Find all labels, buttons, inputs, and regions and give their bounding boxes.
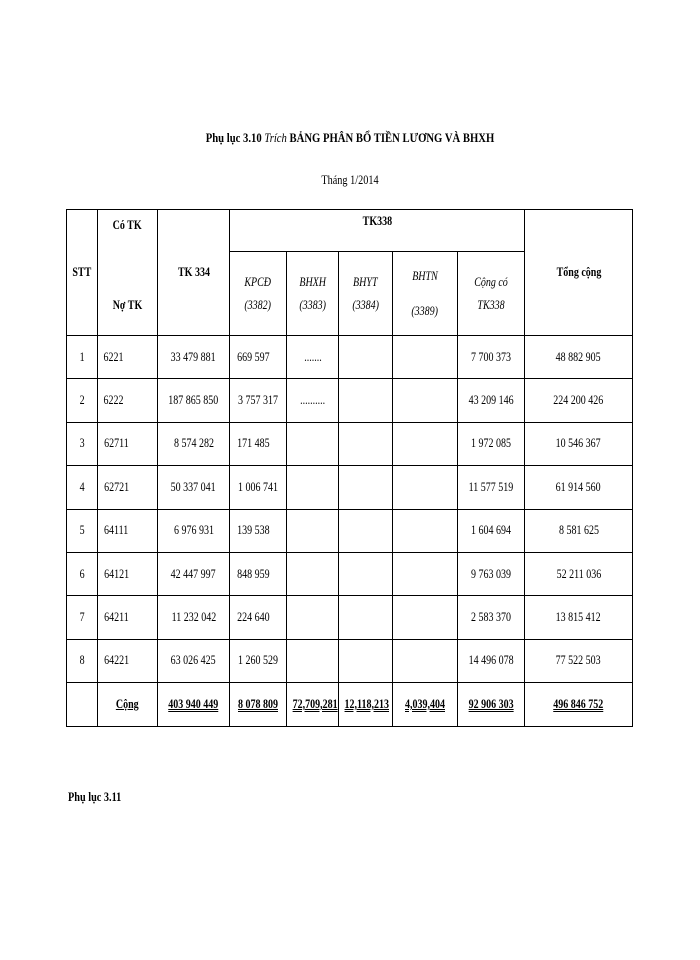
- cell-bhtn: [393, 552, 458, 595]
- cell-cong-co: 1 604 694: [458, 509, 525, 552]
- cell-account: 64211: [98, 596, 158, 639]
- cell-cong-co: 11 577 519: [458, 466, 525, 509]
- total-bhyt: 12,118,213: [339, 683, 393, 727]
- cell-bhxh: .......: [287, 336, 339, 379]
- header-tk338: TK338: [230, 210, 525, 252]
- cell-stt: 1: [67, 336, 98, 379]
- cell-stt: 6: [67, 552, 98, 595]
- cell-bhxh: [287, 596, 339, 639]
- cell-bhyt: [339, 596, 393, 639]
- cell-stt: 5: [67, 509, 98, 552]
- cell-bhxh: ..........: [287, 379, 339, 422]
- total-row: [67, 683, 633, 727]
- cell-kpcd: 1 260 529: [230, 639, 287, 682]
- cell-account: 62721: [98, 466, 158, 509]
- table-row: [67, 596, 633, 639]
- header-co-tk: Có TK: [113, 218, 142, 232]
- cell-total: 13 815 412: [525, 596, 633, 639]
- header-bhtn: BHTN (3389): [393, 252, 458, 336]
- cell-bhxh: [287, 422, 339, 465]
- cell-cong-co: 2 583 370: [458, 596, 525, 639]
- header-account: [98, 210, 158, 336]
- table-row: [67, 639, 633, 682]
- title-italic: Trích: [264, 130, 287, 145]
- cell-account: 64121: [98, 552, 158, 595]
- total-kpcd: 8 078 809: [230, 683, 287, 727]
- cell-bhxh: [287, 639, 339, 682]
- cell-total: 77 522 503: [525, 639, 633, 682]
- cell-total: 224 200 426: [525, 379, 633, 422]
- document-title: [63, 130, 637, 146]
- cell-stt: 7: [67, 596, 98, 639]
- cell-cong-co: 7 700 373: [458, 336, 525, 379]
- total-bhxh: 72,709,281: [287, 683, 339, 727]
- header-bhyt: BHYT (3384): [339, 252, 393, 336]
- cell-kpcd: 224 640: [230, 596, 287, 639]
- cell-cong-co: 1 972 085: [458, 422, 525, 465]
- total-cong-co: 92 906 303: [458, 683, 525, 727]
- cell-bhtn: [393, 336, 458, 379]
- cell-tk334: 6 976 931: [158, 509, 230, 552]
- cell-cong-co: 14 496 078: [458, 639, 525, 682]
- cell-kpcd: 3 757 317: [230, 379, 287, 422]
- cell-tk334: 8 574 282: [158, 422, 230, 465]
- header-kpcd: KPCĐ (3382): [230, 252, 287, 336]
- cell-account: 6221: [98, 336, 158, 379]
- table-row: [67, 466, 633, 509]
- cell-stt: 8: [67, 639, 98, 682]
- table-row: [67, 422, 633, 465]
- cell-bhtn: [393, 379, 458, 422]
- cell-tk334: 42 447 997: [158, 552, 230, 595]
- cell-account: 62711: [98, 422, 158, 465]
- total-tk334: 403 940 449: [158, 683, 230, 727]
- cell-account: 64221: [98, 639, 158, 682]
- cell-stt: 2: [67, 379, 98, 422]
- cell-bhyt: [339, 509, 393, 552]
- cell-bhyt: [339, 466, 393, 509]
- table-row: [67, 379, 633, 422]
- cell-bhyt: [339, 552, 393, 595]
- cell-account: 64111: [98, 509, 158, 552]
- cell-bhtn: [393, 422, 458, 465]
- cell-kpcd: 848 959: [230, 552, 287, 595]
- cell-kpcd: 139 538: [230, 509, 287, 552]
- cell-tk334: 187 865 850: [158, 379, 230, 422]
- salary-allocation-table: [66, 209, 633, 727]
- cell-total: 8 581 625: [525, 509, 633, 552]
- cell-stt: 3: [67, 422, 98, 465]
- cell-kpcd: 669 597: [230, 336, 287, 379]
- cell-bhxh: [287, 552, 339, 595]
- header-stt: STT: [67, 210, 98, 336]
- cell-bhtn: [393, 639, 458, 682]
- cell-cong-co: 43 209 146: [458, 379, 525, 422]
- title-prefix: Phụ lục 3.10: [205, 130, 262, 145]
- cell-tk334: 63 026 425: [158, 639, 230, 682]
- cell-total: 52 211 036: [525, 552, 633, 595]
- total-bhtn: 4,039,404: [393, 683, 458, 727]
- month-label: Tháng 1/2014: [321, 173, 379, 187]
- cell-stt: 4: [67, 466, 98, 509]
- cell-bhyt: [339, 422, 393, 465]
- cell-total: 48 882 905: [525, 336, 633, 379]
- footer-appendix-label: Phụ lục 3.11: [68, 790, 122, 804]
- cell-bhyt: [339, 379, 393, 422]
- total-grand: 496 846 752: [525, 683, 633, 727]
- cell-bhtn: [393, 466, 458, 509]
- cell-kpcd: 1 006 741: [230, 466, 287, 509]
- cell-tk334: 50 337 041: [158, 466, 230, 509]
- cell-bhtn: [393, 596, 458, 639]
- header-cong-co: Cộng có TK338: [458, 252, 525, 336]
- cell-kpcd: 171 485: [230, 422, 287, 465]
- cell-total: 61 914 560: [525, 466, 633, 509]
- cell-bhyt: [339, 336, 393, 379]
- cell-cong-co: 9 763 039: [458, 552, 525, 595]
- cell-stt: [67, 683, 98, 727]
- cell-bhtn: [393, 509, 458, 552]
- table-row: [67, 336, 633, 379]
- header-no-tk: Nợ TK: [112, 298, 143, 312]
- cell-account: 6222: [98, 379, 158, 422]
- title-main: BẢNG PHÂN BỔ TIỀN LƯƠNG VÀ BHXH: [289, 130, 495, 145]
- total-label: Cộng: [98, 683, 158, 727]
- table-row: [67, 509, 633, 552]
- header-tk334: TK 334: [158, 210, 230, 336]
- header-bhxh: BHXH (3383): [287, 252, 339, 336]
- cell-tk334: 33 479 881: [158, 336, 230, 379]
- cell-bhxh: [287, 466, 339, 509]
- header-total: Tổng cộng: [525, 210, 633, 336]
- cell-tk334: 11 232 042: [158, 596, 230, 639]
- table-row: [67, 552, 633, 595]
- cell-total: 10 546 367: [525, 422, 633, 465]
- cell-bhyt: [339, 639, 393, 682]
- cell-bhxh: [287, 509, 339, 552]
